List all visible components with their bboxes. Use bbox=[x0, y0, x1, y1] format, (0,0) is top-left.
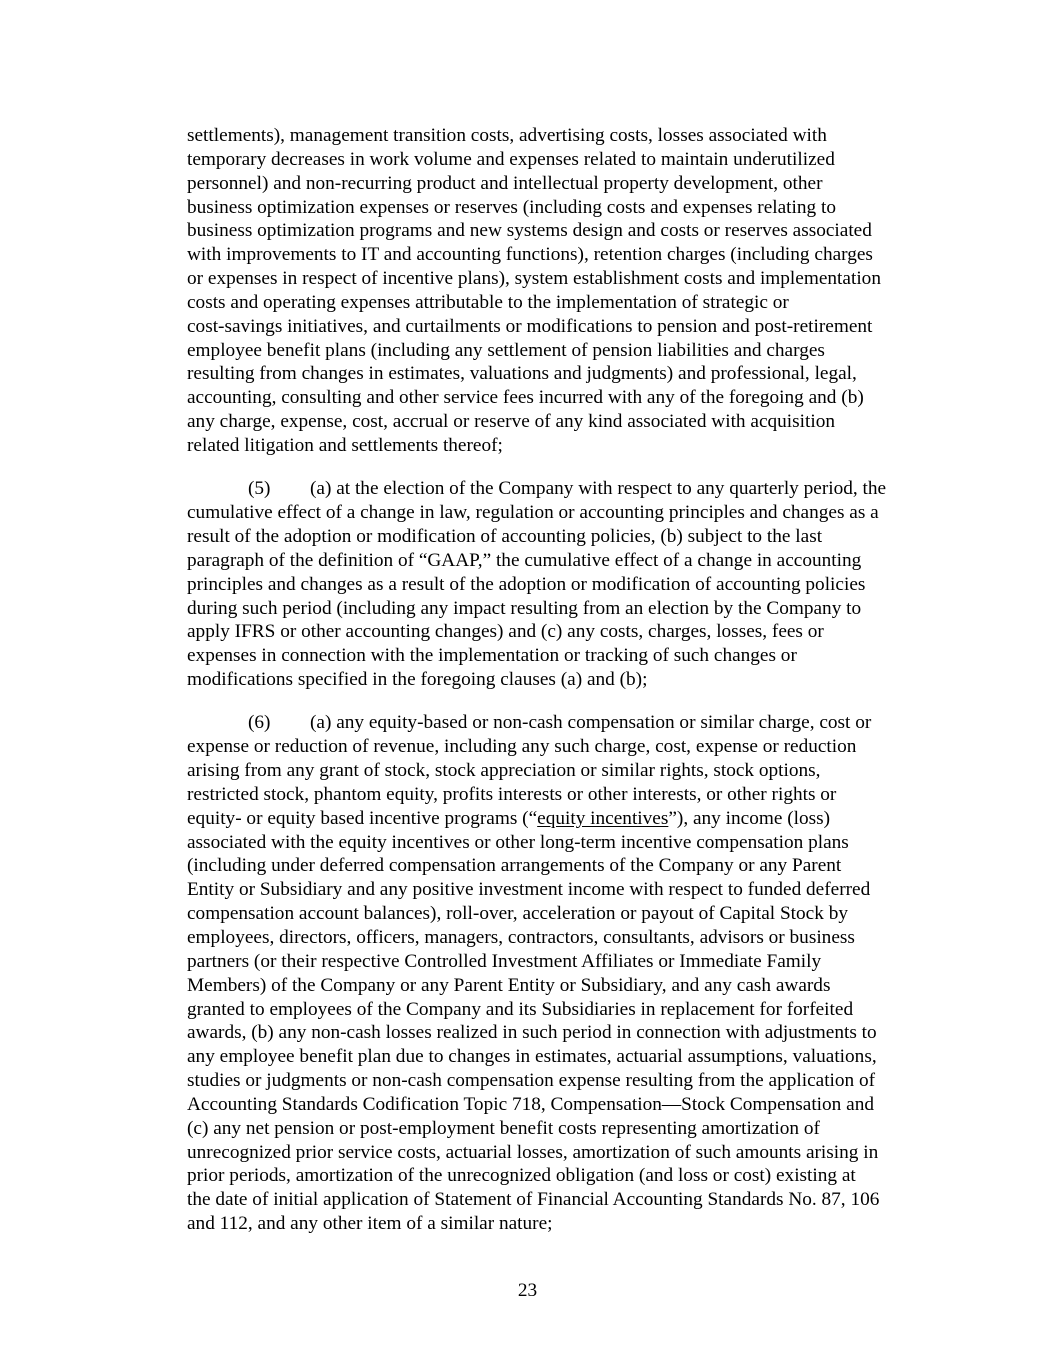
text-line: personnel) and non-recurring product and intellectual property development, other bbox=[187, 172, 823, 194]
text-line: business optimization expenses or reserves (including costs and expenses relating to bbox=[187, 196, 836, 218]
paragraph-continuation bbox=[187, 124, 933, 458]
text-line: result of the adoption or modification of accounting policies, (b) subject to the last bbox=[187, 526, 823, 547]
text-line: Members) of the Company or any Parent Entity or Subsidiary, and any cash awards bbox=[187, 974, 831, 996]
text-line: (c) any net pension or post-employment benefit costs representing amortization of bbox=[187, 1117, 820, 1139]
text-line: prior periods, amortization of the unrecognized obligation (and loss or cost) existing at bbox=[187, 1165, 856, 1187]
text-line: expense or reduction of revenue, including any such charge, cost, expense or reduction bbox=[187, 736, 857, 758]
text-line: any charge, expense, cost, accrual or reserve of any kind associated with acquisition bbox=[187, 411, 836, 433]
defined-term-equity-incentives: equity incentives bbox=[537, 807, 669, 829]
page-number: 23 bbox=[517, 1280, 538, 1301]
text-line: Accounting Standards Codification Topic 718, Compensation—Stock Compensation and bbox=[187, 1093, 874, 1115]
text-line: (including under deferred compensation arrangements of the Company or any Parent bbox=[187, 855, 842, 877]
body-text bbox=[187, 124, 933, 1236]
text-line: expenses in connection with the implementation or tracking of such changes or bbox=[187, 645, 797, 667]
text-line: any employee benefit plan due to changes in estimates, actuarial assumptions, valuations, bbox=[187, 1046, 877, 1068]
text-line: resulting from changes in estimates, valuations and judgments) and professional, legal, bbox=[187, 363, 857, 385]
text-line: costs and operating expenses attributable to the implementation of strategic or bbox=[187, 291, 789, 313]
text-line: restricted stock, phantom equity, profits interests or other interests, or other rights or bbox=[187, 783, 837, 805]
text-line: and 112, and any other item of a similar nature; bbox=[187, 1213, 553, 1235]
text-line: principles and changes as a result of the adoption or modification of accounting policies bbox=[187, 573, 866, 595]
clause-6 bbox=[187, 711, 933, 1236]
text-line: compensation account balances), roll-over, acceleration or payout of Capital Stock by bbox=[187, 903, 848, 925]
text-line: employee benefit plans (including any settlement of pension liabilities and charges bbox=[187, 339, 825, 361]
clause-6-first-text: (a) any equity-based or non-cash compensation or similar charge, cost or bbox=[310, 712, 872, 734]
text-line: related litigation and settlements thereof; bbox=[187, 434, 503, 456]
text-line: cumulative effect of a change in law, regulation or accounting principles and changes as a bbox=[187, 502, 879, 524]
text-line: unrecognized prior service costs, actuarial losses, amortization of such amounts arising in bbox=[187, 1141, 879, 1163]
text-line: apply IFRS or other accounting changes) and (c) any costs, charges, losses, fees or bbox=[187, 621, 824, 643]
text-line: modifications specified in the foregoing clauses (a) and (b); bbox=[187, 669, 648, 691]
paragraph-gap bbox=[187, 458, 933, 478]
clause-5-first-line bbox=[187, 477, 933, 501]
text-line: business optimization programs and new systems design and costs or reserves associated bbox=[187, 220, 872, 242]
term-line-post: ”), any income (loss) bbox=[668, 807, 831, 829]
text-line: awards, (b) any non-cash losses realized in such period in connection with adjustments to bbox=[187, 1022, 877, 1044]
text-line: temporary decreases in work volume and expenses related to maintain underutilized bbox=[187, 148, 835, 170]
text-line: or expenses in respect of incentive plans), system establishment costs and implementation bbox=[187, 268, 881, 290]
text-line: accounting, consulting and other service fees incurred with any of the foregoing and (b) bbox=[187, 387, 864, 409]
text-line: granted to employees of the Company and its Subsidiaries in replacement for forfeited bbox=[187, 998, 854, 1020]
clause-5-first-text: (a) at the election of the Company with respect to any quarterly period, the bbox=[310, 478, 887, 500]
term-line-pre: equity- or equity based incentive programs (“ bbox=[187, 807, 538, 829]
text-line: with improvements to IT and accounting functions), retention charges (including charges bbox=[187, 244, 873, 266]
clause-5-number: (5) bbox=[248, 478, 271, 500]
clause-6-number: (6) bbox=[248, 712, 271, 734]
text-line: during such period (including any impact resulting from an election by the Company to bbox=[187, 597, 862, 619]
text-line: arising from any grant of stock, stock appreciation or similar rights, stock options, bbox=[187, 760, 821, 782]
clause-5 bbox=[187, 477, 933, 692]
text-line: paragraph of the definition of “GAAP,” the cumulative effect of a change in accounting bbox=[187, 549, 862, 571]
clause-6-first-line bbox=[187, 711, 933, 735]
text-line: employees, directors, officers, managers, contractors, consultants, advisors or business bbox=[187, 927, 855, 948]
text-line: Entity or Subsidiary and any positive investment income with respect to funded deferred bbox=[187, 879, 871, 901]
text-line: cost-savings initiatives, and curtailments or modifications to pension and post-retirement bbox=[187, 315, 873, 337]
defined-term-line bbox=[187, 807, 933, 831]
text-line: settlements), management transition costs, advertising costs, losses associated with bbox=[187, 125, 827, 146]
text-line: studies or judgments or non-cash compensation expense resulting from the application of bbox=[187, 1070, 876, 1092]
text-line: the date of initial application of Statement of Financial Accounting Standards No. 87, 106 bbox=[187, 1189, 880, 1211]
text-line: associated with the equity incentives or other long-term incentive compensation plans bbox=[187, 831, 849, 853]
paragraph-gap bbox=[187, 692, 933, 712]
text-line: partners (or their respective Controlled Investment Affiliates or Immediate Family bbox=[187, 950, 822, 972]
